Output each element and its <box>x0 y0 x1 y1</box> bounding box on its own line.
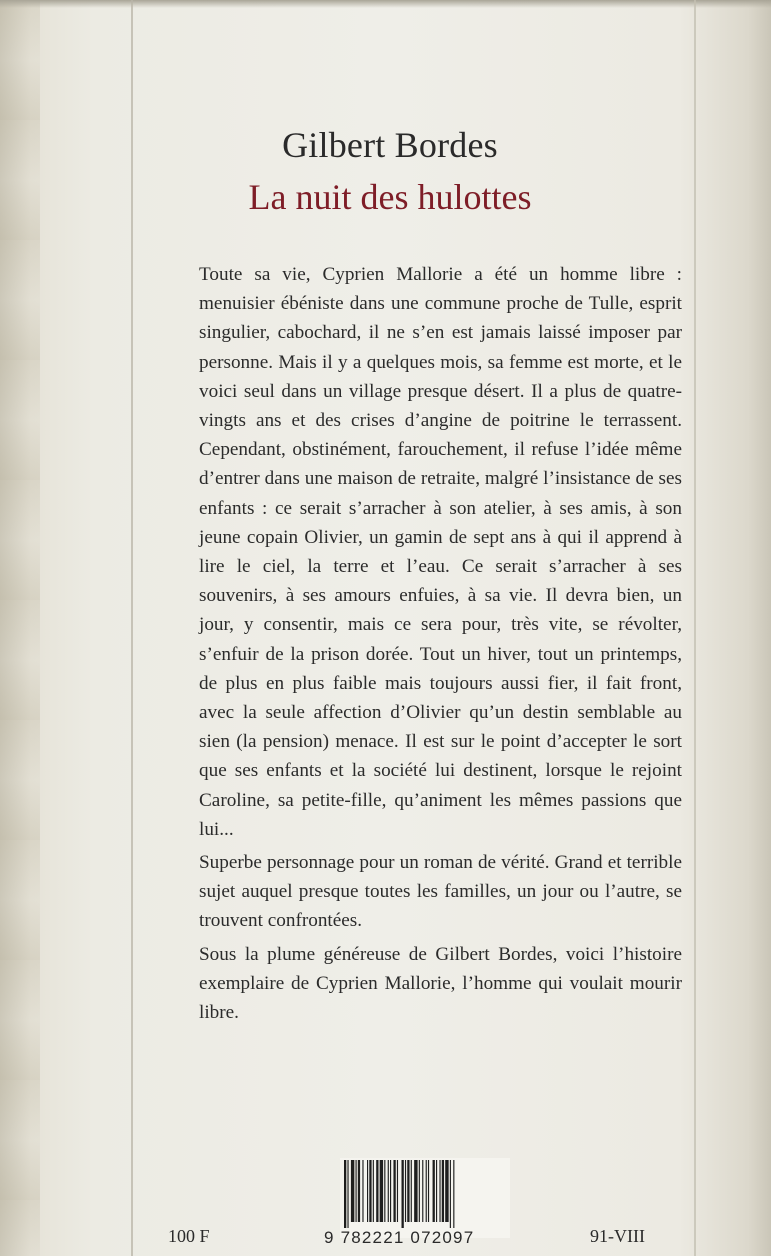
cover-top-edge <box>0 0 771 8</box>
barcode-bar <box>445 1160 448 1222</box>
barcode-bars <box>340 1158 510 1228</box>
barcode-bar <box>347 1160 348 1228</box>
barcode-bar <box>351 1160 354 1222</box>
barcode-bar <box>428 1160 429 1222</box>
blurb-text <box>199 260 682 1027</box>
barcode-bar <box>362 1160 363 1222</box>
blurb-paragraph: Toute sa vie, Cyprien Mallorie a été un homme libre : menuisier ébéniste dans une commune proche de Tulle, esprit singulier, cabochard, il ne s’en est jamais laissé imposer par personne. Mais il y a quelques mois, sa femme est morte, et le voici seul dans un village presque désert. Il a plus de quatre-vingts ans et des crises d’angine de poitrine le terrassent. Cependant, obstinément, farouchement, il refuse l’idée même d’entrer dans une maison de retraite, malgré l’insistance de ses enfants : ce serait s’arracher à son atelier, à ses amis, à son jeune copain Olivier, un gamin de sept ans à qui il apprend à lire le ciel, la terre et l’eau. Ce serait s’arracher à ses souvenirs, à ses amours enfuies, à sa vie. Il devra bien, un jour, y consentir, mais ce sera pour, très vite, se révolter, s’enfuir de la prison dorée. Tout un hiver, tout un printemps, de plus en plus faible mais toujours aussi fier, il fait front, avec la seule affection d’Olivier qu’un destin semblable au sien (la pension) menace. Il est sur le point d’accepter le sort que ses enfants et la société lui destinent, lorsque le rejoint Caroline, sa petite-fille, qu’animent les mêmes passions que lui... <box>199 264 682 840</box>
barcode-bar <box>356 1160 357 1222</box>
barcode-bar <box>380 1160 383 1222</box>
barcode-bar <box>414 1160 417 1222</box>
barcode-bar <box>402 1160 404 1228</box>
barcode-bar <box>411 1160 412 1222</box>
book-title: La nuit des hulottes <box>248 177 532 217</box>
barcode-bar <box>433 1160 435 1222</box>
barcode <box>340 1158 510 1238</box>
barcode-bar <box>453 1160 454 1228</box>
blurb-paragraph: Superbe personnage pour un roman de vérité. Grand et terrible sujet auquel presque toutes les familles, un jour ou l’autre, se trouvent confrontées. <box>199 852 682 932</box>
price-label: 100 F <box>168 1226 210 1246</box>
barcode-bar <box>358 1160 360 1222</box>
author-name: Gilbert Bordes <box>282 125 498 165</box>
barcode-bar <box>439 1160 440 1222</box>
barcode-bar <box>384 1160 385 1222</box>
barcode-bar <box>450 1160 451 1228</box>
barcode-bar <box>405 1160 406 1222</box>
barcode-bar <box>426 1160 427 1222</box>
barcode-bar <box>390 1160 391 1222</box>
barcode-bar <box>407 1160 409 1222</box>
blurb-paragraph: Sous la plume généreuse de Gilbert Bordes, voici l’histoire exemplaire de Cyprien Mallorie, l’homme qui voulait mourir libre. <box>199 943 682 1024</box>
barcode-bar <box>442 1160 444 1222</box>
barcode-bar <box>369 1160 371 1222</box>
spine-crease-left <box>131 0 133 1256</box>
barcode-bar <box>436 1160 437 1222</box>
fold-crease-right <box>694 0 696 1256</box>
barcode-bar <box>388 1160 389 1222</box>
barcode-bar <box>344 1160 346 1228</box>
barcode-bar <box>422 1160 423 1222</box>
isbn-number: 9 782221 072097 <box>324 1228 475 1247</box>
barcode-bar <box>393 1160 395 1222</box>
series-code: 91-VIII <box>590 1226 645 1246</box>
barcode-bar <box>367 1160 368 1222</box>
cover-wear <box>0 0 40 1256</box>
barcode-bar <box>419 1160 420 1222</box>
barcode-bar <box>376 1160 378 1222</box>
barcode-bar <box>397 1160 398 1222</box>
barcode-bar <box>373 1160 374 1222</box>
